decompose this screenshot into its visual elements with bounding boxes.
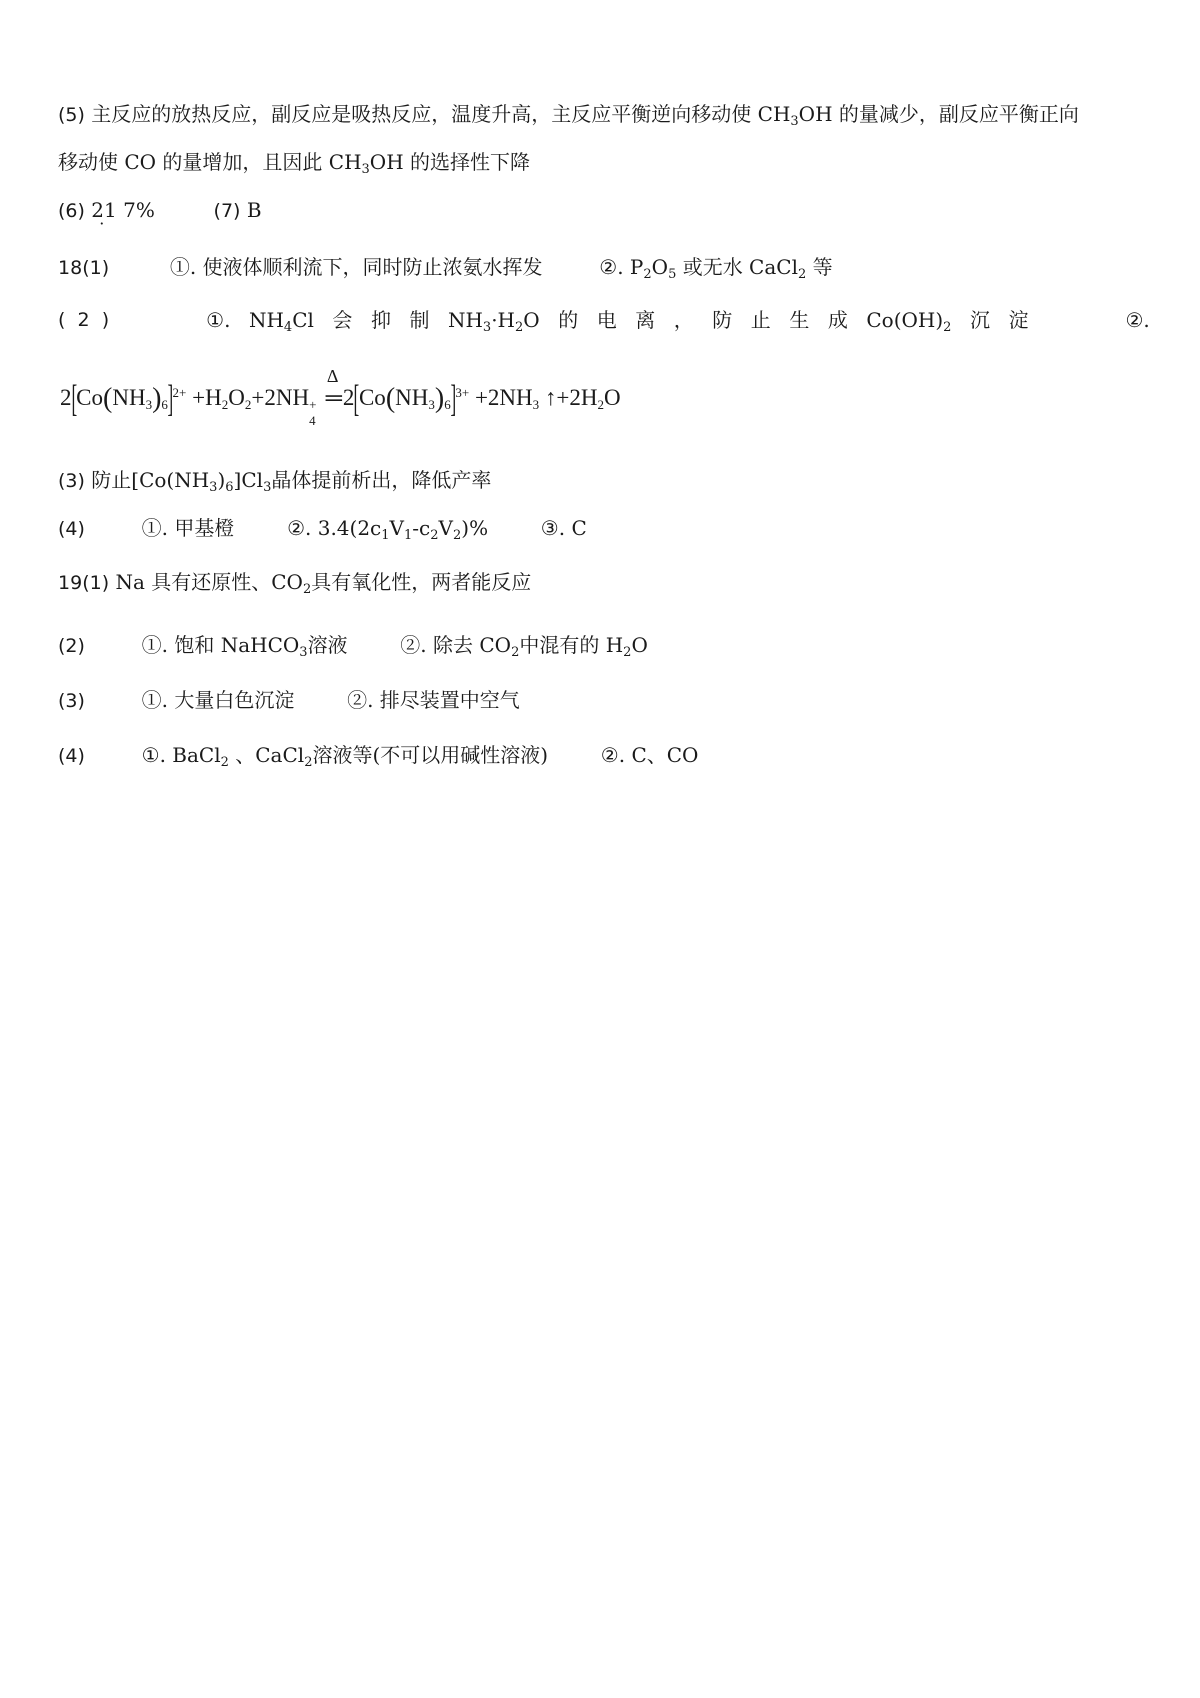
q18-p1: 18(1) ①. 使液体顺利流下，同时防止浓氨水挥发 ②. $P_2O_5$ 或无水 CaCl$_2$ 等	[58, 255, 833, 282]
q18-p1-choice2: ②. $P_2O_5$ 或无水 CaCl$_2$ 等	[599, 255, 833, 282]
q18-p4-choice2: ②. $3.4(2c_1V_1-c_2V_2)\%$	[287, 516, 489, 543]
q17-p6-answer: 21 7% ·	[91, 196, 155, 224]
gas-arrow: ↑	[544, 385, 557, 410]
q17-p7-answer: B	[246, 198, 262, 222]
q19-p3-choice1: ①. 大量白色沉淀	[141, 688, 295, 712]
q17-p5-line1: (5) 主反应的放热反应，副反应是吸热反应，温度升高，主反应平衡逆向移动使 $CH_3OH$ 的量减少，副反应平衡正向	[58, 102, 1079, 129]
q18-p1-choice1: ①. 使液体顺利流下，同时防止浓氨水挥发	[169, 255, 543, 279]
q18-p4-choice3: ③. C	[540, 516, 587, 540]
q18-p3: (3) 防止$[Co(NH_3)_6]Cl_3$晶体提前析出，降低产率	[58, 468, 492, 495]
heat-condition: Δ ═	[325, 366, 342, 410]
q19-p4: (4) ①. BaCl$_2$ 、CaCl$_2$溶液等(不可以用碱性溶液) ②. C、CO	[58, 743, 699, 770]
q17-p5-line2: 移动使 CO 的量增加，且因此 $CH_3OH$ 的选择性下降	[58, 150, 530, 177]
q19-p3: (3) ①. 大量白色沉淀 ②. 排尽装置中空气	[58, 688, 520, 712]
q19-p2-choice1: ①. 饱和 NaHCO$_3$溶液	[141, 633, 348, 660]
q19-p4-choice2: ②. C、CO	[600, 743, 699, 767]
q19-p2: (2) ①. 饱和 NaHCO$_3$溶液 ②. 除去 $CO_2$中混有的 $H_2O$	[58, 633, 648, 660]
q19-p1: 19(1) Na 具有还原性、$CO_2$具有氧化性，两者能反应	[58, 570, 532, 597]
q17-p6-p7: (6) 21 7% · (7) B	[58, 196, 1150, 225]
q18-equation: $2[Co(NH_3)_6]^{2+} +H_2O_2+2NH$ + 4 Δ $═2[Co(NH_3)_6]^{3+} +2NH_3$ $↑+2H_2O$	[60, 366, 621, 428]
q19-p3-choice2: ②. 排尽装置中空气	[347, 688, 520, 712]
q18-p2: ( 2 ) ①. $NH_4Cl$ 会 抑 制 $NH_3\cdot H_2O$ 的 电 离 ， 防 止 生 成 $Co(OH)_2$ 沉 淀 ②.	[58, 308, 1150, 335]
q18-p4-choice1: ①. 甲基橙	[141, 516, 235, 540]
q17-p5-number: (5)	[58, 104, 85, 126]
q19-p4-choice1: ①. BaCl$_2$ 、CaCl$_2$溶液等(不可以用碱性溶液)	[141, 743, 549, 770]
q19-p2-choice2: ②. 除去 $CO_2$中混有的 $H_2O$	[400, 633, 648, 660]
q18-p4: (4) ①. 甲基橙 ②. $3.4(2c_1V_1-c_2V_2)\%$ ③. C	[58, 516, 587, 543]
